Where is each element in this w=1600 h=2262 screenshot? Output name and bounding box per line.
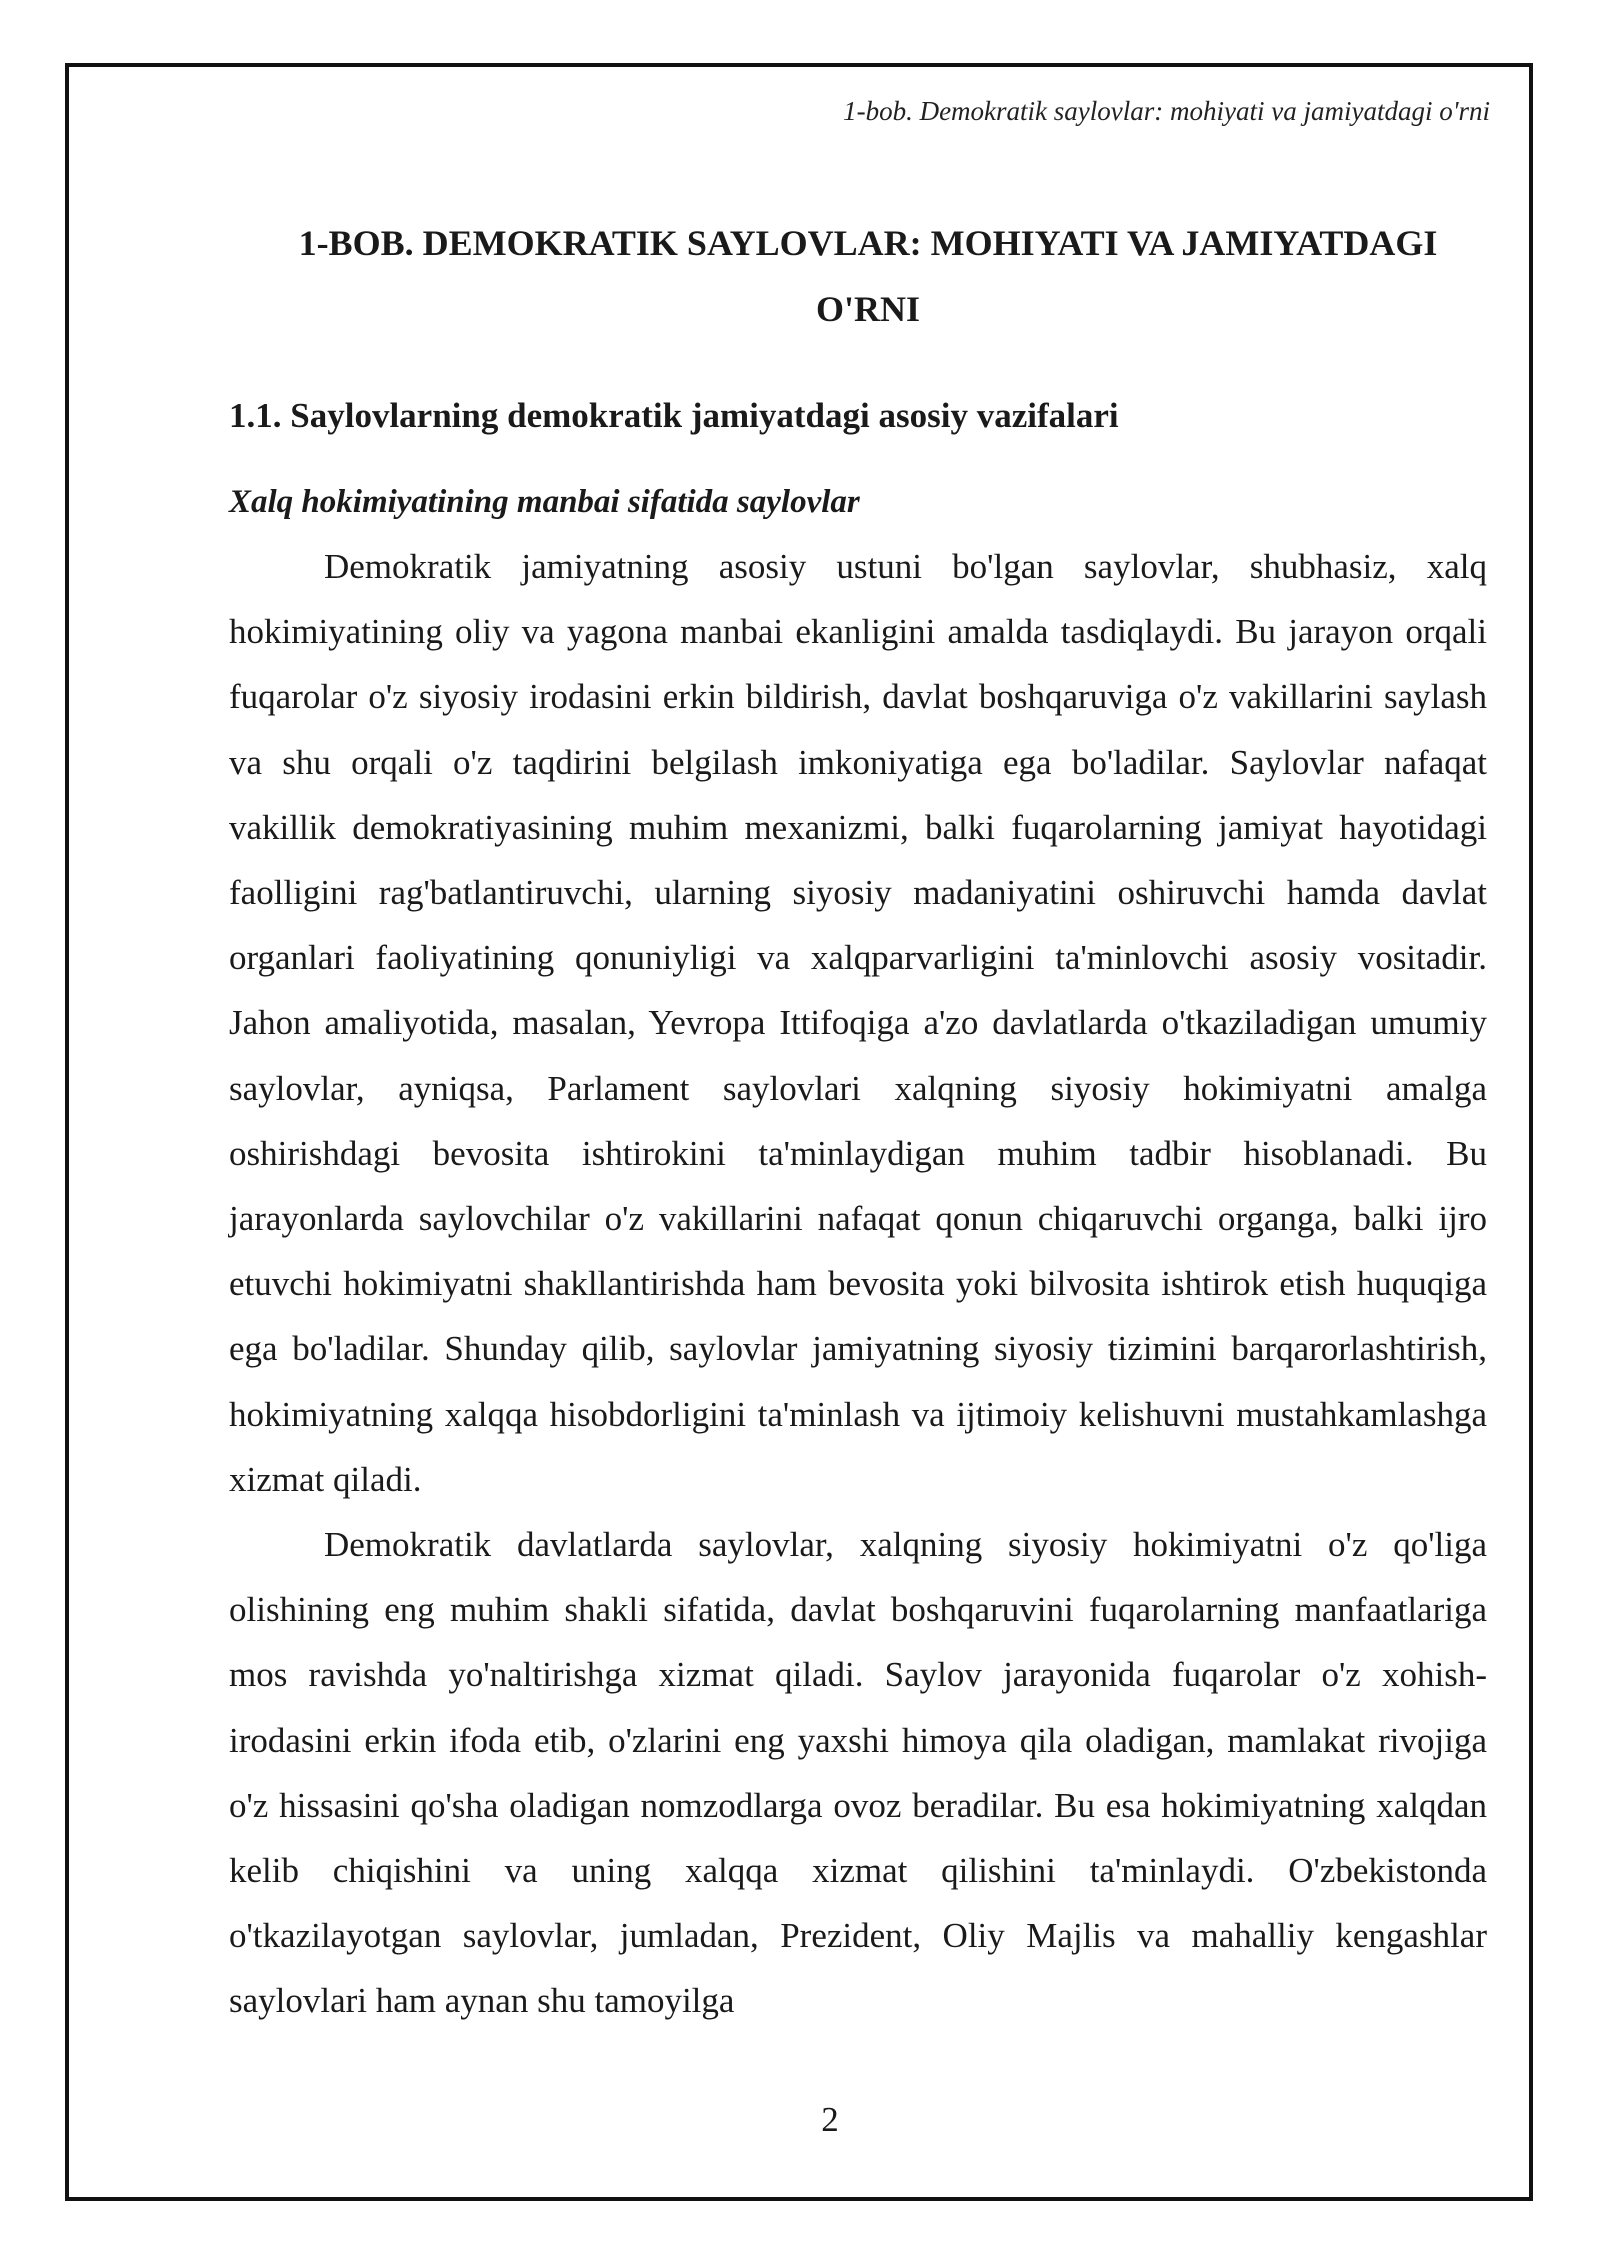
page-number: 2 xyxy=(821,2100,839,2139)
paragraph: Demokratik jamiyatning asosiy ustuni bo'lgan saylovlar, shubhasiz, xalq hokimiyatining oliy va yagona manbai ekanligini amalda tasdiqlaydi. Bu jarayon orqali fuqarolar o'z siyosiy irodasini erkin bildirish, davlat boshqaruviga o'z vakillarini saylash va shu orqali o'z taqdirini belgilash imkoniyatiga ega bo'ladilar. Saylovlar nafaqat vakillik demokratiyasining muhim mexanizmi, balki fuqarolarning jamiyat hayotidagi faolligini rag'batlantiruvchi, ularning siyosiy madaniyatini oshiruvchi hamda davlat organlari faoliyatining qonuniyligi va xalqparvarligini ta'minlovchi asosiy vositadir. Jahon amaliyotida, masalan, Yevropa Ittifoqiga a'zo davlatlarda o'tkaziladigan umumiy saylovlar, ayniqsa, Parlament saylovlari xalqning siyosiy hokimiyatni amalga oshirishdagi bevosita ishtirokini ta'minlaydigan muhim tadbir hisoblanadi. Bu jarayonlarda saylovchilar o'z vakillarini nafaqat qonun chiqaruvchi organga, balki ijro etuvchi hokimiyatni shakllantirishda ham bevosita yoki bilvosita ishtirok etish huquqiga ega bo'ladilar. Shunday qilib, saylovlar jamiyatning siyosiy tizimini barqarorlashtirish, hokimiyatning xalqqa hisobdorligini ta'minlash va ijtimoiy kelishuvni mustahkamlashga xizmat qiladi. xyxy=(229,547,1487,1499)
running-header: 1-bob. Demokratik saylovlar: mohiyati va jamiyatdagi o'rni xyxy=(843,96,1490,126)
document-body xyxy=(229,210,1487,2034)
section-title: 1.1. Saylovlarning demokratik jamiyatdagi asosiy vazifalari xyxy=(229,396,1119,435)
paragraph: Demokratik davlatlarda saylovlar, xalqning siyosiy hokimiyatni o'z qo'liga olishining eng muhim shakli sifatida, davlat boshqaruvini fuqarolarning manfaatlariga mos ravishda yo'naltirishga xizmat qiladi. Saylov jarayonida fuqarolar o'z xohish-irodasini erkin ifoda etib, o'zlarini eng yaxshi himoya qila oladigan, mamlakat rivojiga o'z hissasini qo'sha oladigan nomzodlarga ovoz beradilar. Bu esa hokimiyatning xalqdan kelib chiqishini va uning xalqqa xizmat qilishini ta'minlaydi. O'zbekistonda o'tkazilayotgan saylovlar, jumladan, Prezident, Oliy Majlis va mahalliy kengashlar saylovlari ham aynan shu tamoyilga xyxy=(229,1525,1487,2021)
subsection-title: Xalq hokimiyatining manbai sifatida saylovlar xyxy=(229,484,860,520)
chapter-title: 1-BOB. DEMOKRATIK SAYLOVLAR: MOHIYATI VA JAMIYATDAGI O'RNI xyxy=(298,223,1438,329)
